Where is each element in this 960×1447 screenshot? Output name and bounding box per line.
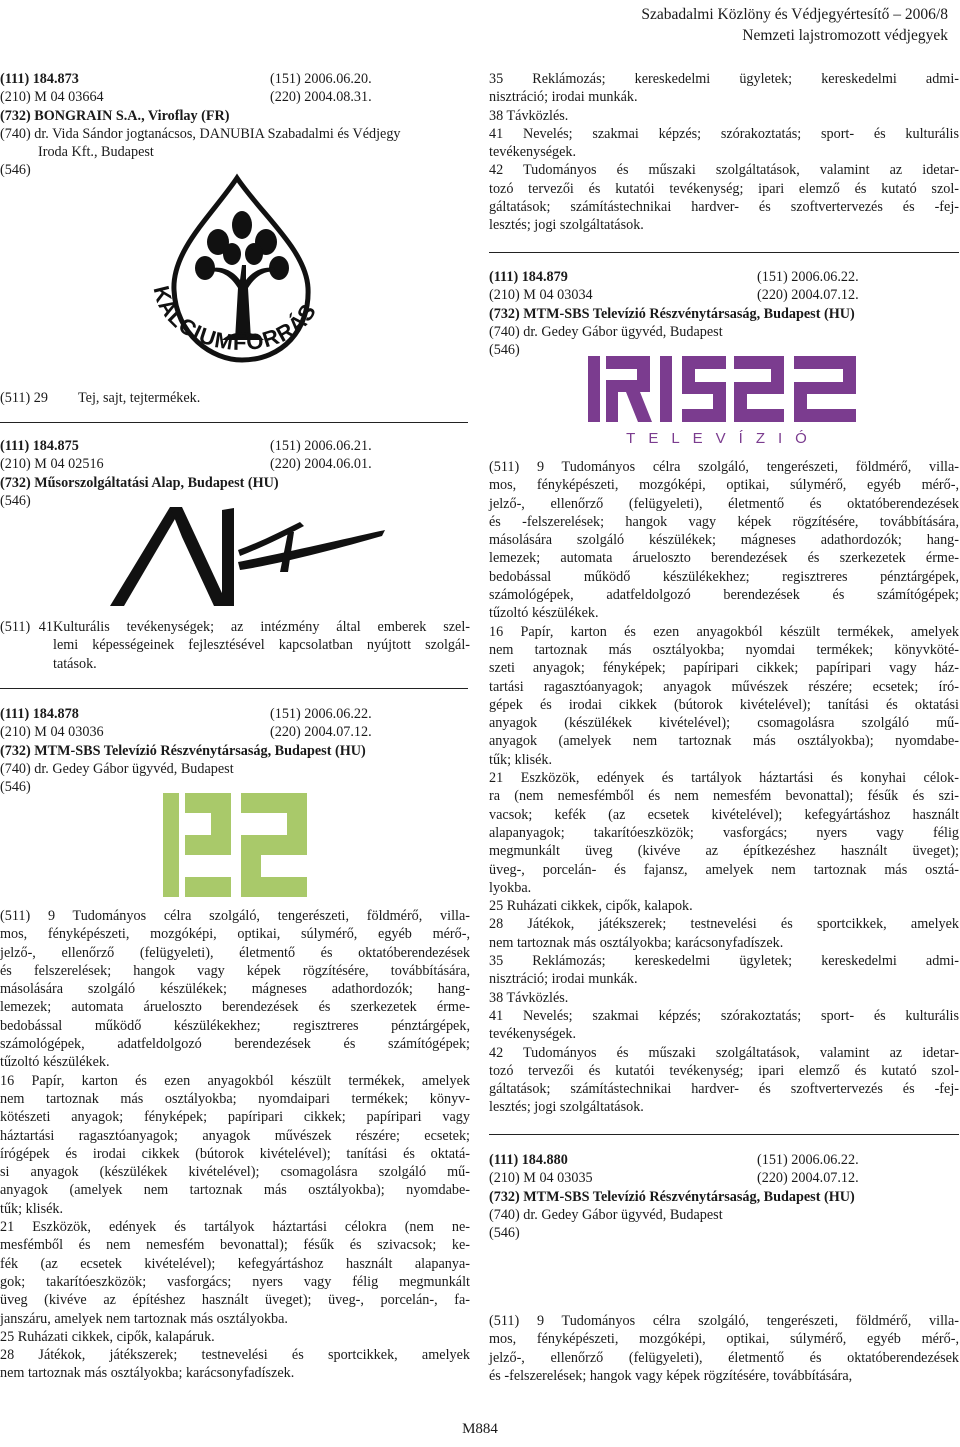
text-line: mos, fényképészeti, mozgóképi, optikai, súlymérő, egyéb mérő-, [489,1331,959,1348]
text-line: lesztés; jogi szolgáltatások. [489,217,644,234]
text-line: nisztráció; irodai munkák. [489,971,638,988]
text-line: háztartási ragasztóanyagok; anyagok művészek részére; ecsetek; [0,1127,470,1144]
field-151: (151) 2006.06.22. [757,1152,859,1168]
text-line: 28 Játékok, játékszerek; testnevelési és sportcikkek, amelyek [0,1347,470,1364]
text-line: anyagok (amelyek nem tartoznak más osztályokba); nyomdabe- [489,733,959,750]
page-number: M884 [462,1421,498,1437]
text-line: 21 Eszközök, edények és tartályok háztartási és konyhai célok- [489,770,959,787]
text-line: és -felszerelések; hangok vagy képek rögzítésére, továbbítására, [489,1367,853,1384]
text-line: nem tartoznak más osztályokba; nyomdai termékek; könyvköté- [489,641,959,658]
field-210: (210) M 04 03034 [489,287,593,304]
text-line: 41 Nevelés; szakmai képzés; szórakoztatás; sport- és kulturális [489,125,959,142]
field-111: (111) 184.878 [0,706,79,722]
text-line: gépek és irodai cikkek (bútorok kivételével); tanítási és oktatási [489,696,959,713]
field-740: (740) dr. Gedey Gábor ügyvéd, Budapest [489,1206,723,1223]
class-code: (511) 41 [0,619,53,635]
text-line: bedobással működő készülékekhez; regisztreres pénztárgépek, [0,1017,470,1034]
field-740-cont: Iroda Kft., Budapest [38,144,154,161]
text-line: nem tartoznak más osztályokba; karácsonyfadíszek. [0,1365,295,1382]
text-line: 38 Távközlés. [489,989,569,1006]
text-line: tűzoltó készülékek. [0,1054,110,1071]
field-151: (151) 2006.06.21. [270,438,372,454]
text-line: másolására szolgáló készülékek; mágneses adathordozók; hang- [489,532,959,549]
text-line: janszáru, amelyek nem tartoznak más osztályokba. [0,1310,288,1327]
field-732: (732) MTM-SBS Televízió Részvénytársaság, Budapest (HU) [489,305,855,322]
class-code: (511) 29 [0,390,48,406]
entry-184879-classes [489,458,959,1117]
text-line: tűzoltó készülékek. [489,605,599,622]
journal-title: Szabadalmi Közlöny és Védjegyértesítő – 2006/8 [641,6,948,23]
field-220: (220) 2004.06.01. [270,456,372,473]
field-220: (220) 2004.08.31. [270,89,372,106]
field-732: (732) MTM-SBS Televízió Részvénytársaság, Budapest (HU) [0,742,366,759]
text-line: nisztráció; irodai munkák. [489,89,638,106]
text-line: megmunkált üveg (kivéve az építkezéshez használt üveget); [489,843,959,860]
text-line: 41 Nevelés; szakmai képzés; szórakoztatás; sport- és kulturális [489,1007,959,1024]
field-546: (546) [0,779,31,796]
entry-divider [0,688,468,689]
text-line: tozó tervezői és kutatói tevékenység; ipari elemző és kutató szol- [489,180,959,197]
text-line: 35 Reklámozás; kereskedelmi ügyletek; kereskedelmi admi- [489,71,959,87]
entry-184875-classes [0,618,470,673]
entry-184875 [0,437,470,510]
class-list [489,1312,959,1385]
entry-184873-cont [489,70,959,235]
text-line: tartási ragasztóanyagok; anyagok művészek részére; ecsetek; író- [489,678,959,695]
field-210: (210) M 04 03035 [489,1170,593,1187]
text-line: jelző-, ellenőrző (felügyeleti), életmentő és oktatóberendezések [489,1349,959,1366]
text-line: gáltatások; számítástechnikai hardver- és szoftvertervezés és -fej- [489,1081,959,1098]
text-line: lyokba. [489,879,532,896]
entry-184873 [0,70,470,180]
class-list [489,70,959,235]
kalciumforras-logo [142,170,327,385]
text-line: és -felszerelések; hangok vagy képek rögzítésére, továbbítására, [489,513,959,530]
text-line: mos, fényképészeti, mozgóképi, optikai, súlymérő, egyéb mérő-, [0,926,470,943]
text-line: írógépek és irodai cikkek (bútorok kivételével); tanítási és oktatá- [0,1145,470,1162]
field-210: (210) M 04 03036 [0,724,104,741]
text-line: mos, fényképészeti, mozgóképi, optikai, súlymérő, egyéb mérő-, [489,477,959,494]
field-546: (546) [489,1225,520,1242]
text-line: 42 Tudományos és műszaki szolgáltatások, valamint az idetar- [489,162,959,179]
text-line: számológépek, adatfeldolgozó berendezések és számítógépek; [0,1036,470,1053]
text-line: gok; takarítóeszközök; vasforgács; nyers vagy félig megmunkált [0,1273,470,1290]
text-line: 38 Távközlés. [489,107,569,124]
text-line: 25 Ruházati cikkek, cipők, kalapáruk. [0,1328,215,1345]
class-list [0,907,470,1383]
text-line: lemezek; automata árueloszto berendezések és szerkezetek érme- [0,999,470,1016]
text-line: (511) 9 Tudományos célra szolgáló, tengerészeti, földmérő, villa- [489,1313,959,1329]
svg-text:KALCIUMFORRÁS [149,283,322,355]
field-220: (220) 2004.07.12. [757,287,859,304]
entry-184878 [0,705,470,796]
text-line: másolására szolgáló készülékek; mágneses adathordozók; hang- [0,981,470,998]
text-line: gáltatások; számítástechnikai hardver- és szoftvertervezés és -fej- [489,199,959,216]
entry-184873-classes [0,389,470,407]
field-111: (111) 184.875 [0,438,79,454]
text-line: 21 Eszközök, edények és tartályok háztartási célokra (nem ne- [0,1219,470,1236]
entry-divider [489,1134,959,1135]
text-line: tozó tervezői és kutatói tevékenység; ipari elemző és kutató szol- [489,1062,959,1079]
field-740: (740) dr. Gedey Gábor ügyvéd, Budapest [0,760,234,777]
text-line: 16 Papír, karton és ezen anyagokból készült termékek, amelyek [489,623,959,640]
text-line: 28 Játékok, játékszerek; testnevelési és sportcikkek, amelyek [489,916,959,933]
class-text-cont: lemi képességeinek fejlesztésével kapcsolatban nyújtott szolgál- [53,637,470,654]
iris2-televizio-logo [586,352,860,446]
text-line: si anyagok (készülékek kivételével); csomagolásra szolgáló mű- [0,1164,470,1181]
text-line: számológépek, adatfeldolgozó berendezések és számítógépek; [489,587,959,604]
text-line: jelző-, ellenőrző (felügyeleti), életmentő és oktatóberendezések [0,944,470,961]
text-line: 16 Papír, karton és ezen anyagokból készült termékek, amelyek [0,1072,470,1089]
field-740: (740) dr. Vida Sándor jogtanácsos, DANUBIA Szabadalmi és Védjegy [0,125,401,142]
text-line: 42 Tudományos és műszaki szolgáltatások, valamint az idetar- [489,1044,959,1061]
text-line: bedobással működő készülékekhez; regisztreres pénztárgépek, [489,568,959,585]
entry-184879 [489,268,959,359]
text-line: üveg-, porcelán- és fajansz, amelyek nem tartoznak más osztá- [489,861,959,878]
field-111: (111) 184.873 [0,71,79,87]
field-546: (546) [489,342,520,359]
iris2-green-logo [163,791,308,899]
field-546: (546) [0,492,31,509]
text-line: lesztés; jogi szolgáltatások. [489,1099,644,1116]
text-line: 25 Ruházati cikkek, cipők, kalapok. [489,898,693,915]
field-732: (732) BONGRAIN S.A., Viroflay (FR) [0,107,230,124]
field-151: (151) 2006.06.22. [757,269,859,285]
entry-184880-classes [489,1312,959,1385]
entry-divider [489,252,959,253]
text-line: (511) 9 Tudományos célra szolgáló, tengerészeti, földmérő, villa- [0,908,470,924]
text-line: nem tartoznak más osztályokba; nyomdaipari termékek; könyv- [0,1090,470,1107]
text-line: tevékenységek. [489,144,577,161]
class-text: Tej, sajt, tejtermékek. [78,390,201,406]
page-header [0,0,960,50]
field-111: (111) 184.880 [489,1152,568,1168]
text-line: üveg (kivéve az építéshez használt üveget); üveg-, porcelán-, fa- [0,1292,470,1309]
text-line: ra (nem nemesfémből és nem nemesfém bevonattal); fésűk és szi- [489,788,959,805]
text-line: jelző-, ellenőrző (felügyeleti), életmentő és oktatóberendezések [489,495,959,512]
entry-divider [0,422,468,423]
text-line: alapanyagok; takarítóeszközök; vasforgács; nyers vagy félig [489,824,959,841]
text-line: anyagok (készülékek kivételével); csomagolásra szolgáló mű- [489,715,959,732]
field-732: (732) Műsorszolgáltatási Alap, Budapest (HU) [0,474,279,491]
text-line: mesfémből és nem nemesfém bevonattal); fésűk és szivacsok; ke- [0,1237,470,1254]
text-line: nem tartoznak más osztályokba; karácsonyfadíszek. [489,934,784,951]
text-line: és felszerelések; hangok vagy képek rögzítésére, továbbítására, [0,962,470,979]
class-text-cont: tatások. [53,655,97,672]
entry-184878-classes [0,907,470,1383]
field-151: (151) 2006.06.20. [270,71,372,87]
class-list [489,458,959,1117]
entry-184880 [489,1151,959,1242]
field-220: (220) 2004.07.12. [270,724,372,741]
text-line: vacsok; kefék (az ecsetek kivételével); kefegyártáshoz használt [489,806,959,823]
field-111: (111) 184.879 [489,269,568,285]
field-220: (220) 2004.07.12. [757,1170,859,1187]
text-line: tevékenységek. [489,1026,577,1043]
field-740: (740) dr. Gedey Gábor ügyvéd, Budapest [489,323,723,340]
text-line: 35 Reklámozás; kereskedelmi ügyletek; kereskedelmi admi- [489,953,959,970]
field-732: (732) MTM-SBS Televízió Részvénytársaság, Budapest (HU) [489,1188,855,1205]
text-line: szeti anyagok; fényképek; papíripari cikkek; papíripari vagy ház- [489,660,959,677]
musorszolgaltatasi-alap-logo [110,502,385,610]
text-line: lemezek; automata árueloszto berendezések és szerkezetek érme- [489,550,959,567]
logo-wordmark: KALCIUMFORRÁS [148,283,322,356]
text-line: tűk; klisék. [489,751,553,768]
text-line: anyagok (amelyek nem tartoznak más osztályokba); nyomdabe- [0,1182,470,1199]
field-546: (546) [0,162,31,179]
text-line: tűk; klisék. [0,1200,64,1217]
field-210: (210) M 04 02516 [0,456,104,473]
text-line: kötészeti anyagok; fényképek; papíripari cikkek; papíripari vagy [0,1109,470,1126]
field-151: (151) 2006.06.22. [270,706,372,722]
logo-subtitle: TELEVÍZIÓ [626,430,820,446]
class-text: Kulturális tevékenységek; az intézmény által emberek szel- [53,619,470,635]
field-210: (210) M 04 03664 [0,89,104,106]
text-line: (511) 9 Tudományos célra szolgáló, tengerészeti, földmérő, villa- [489,459,959,475]
text-line: fék (az ecsetek kivételével); kefegyártáshoz használt alapanya- [0,1255,470,1272]
section-title: Nemzeti lajstromozott védjegyek [742,27,948,44]
